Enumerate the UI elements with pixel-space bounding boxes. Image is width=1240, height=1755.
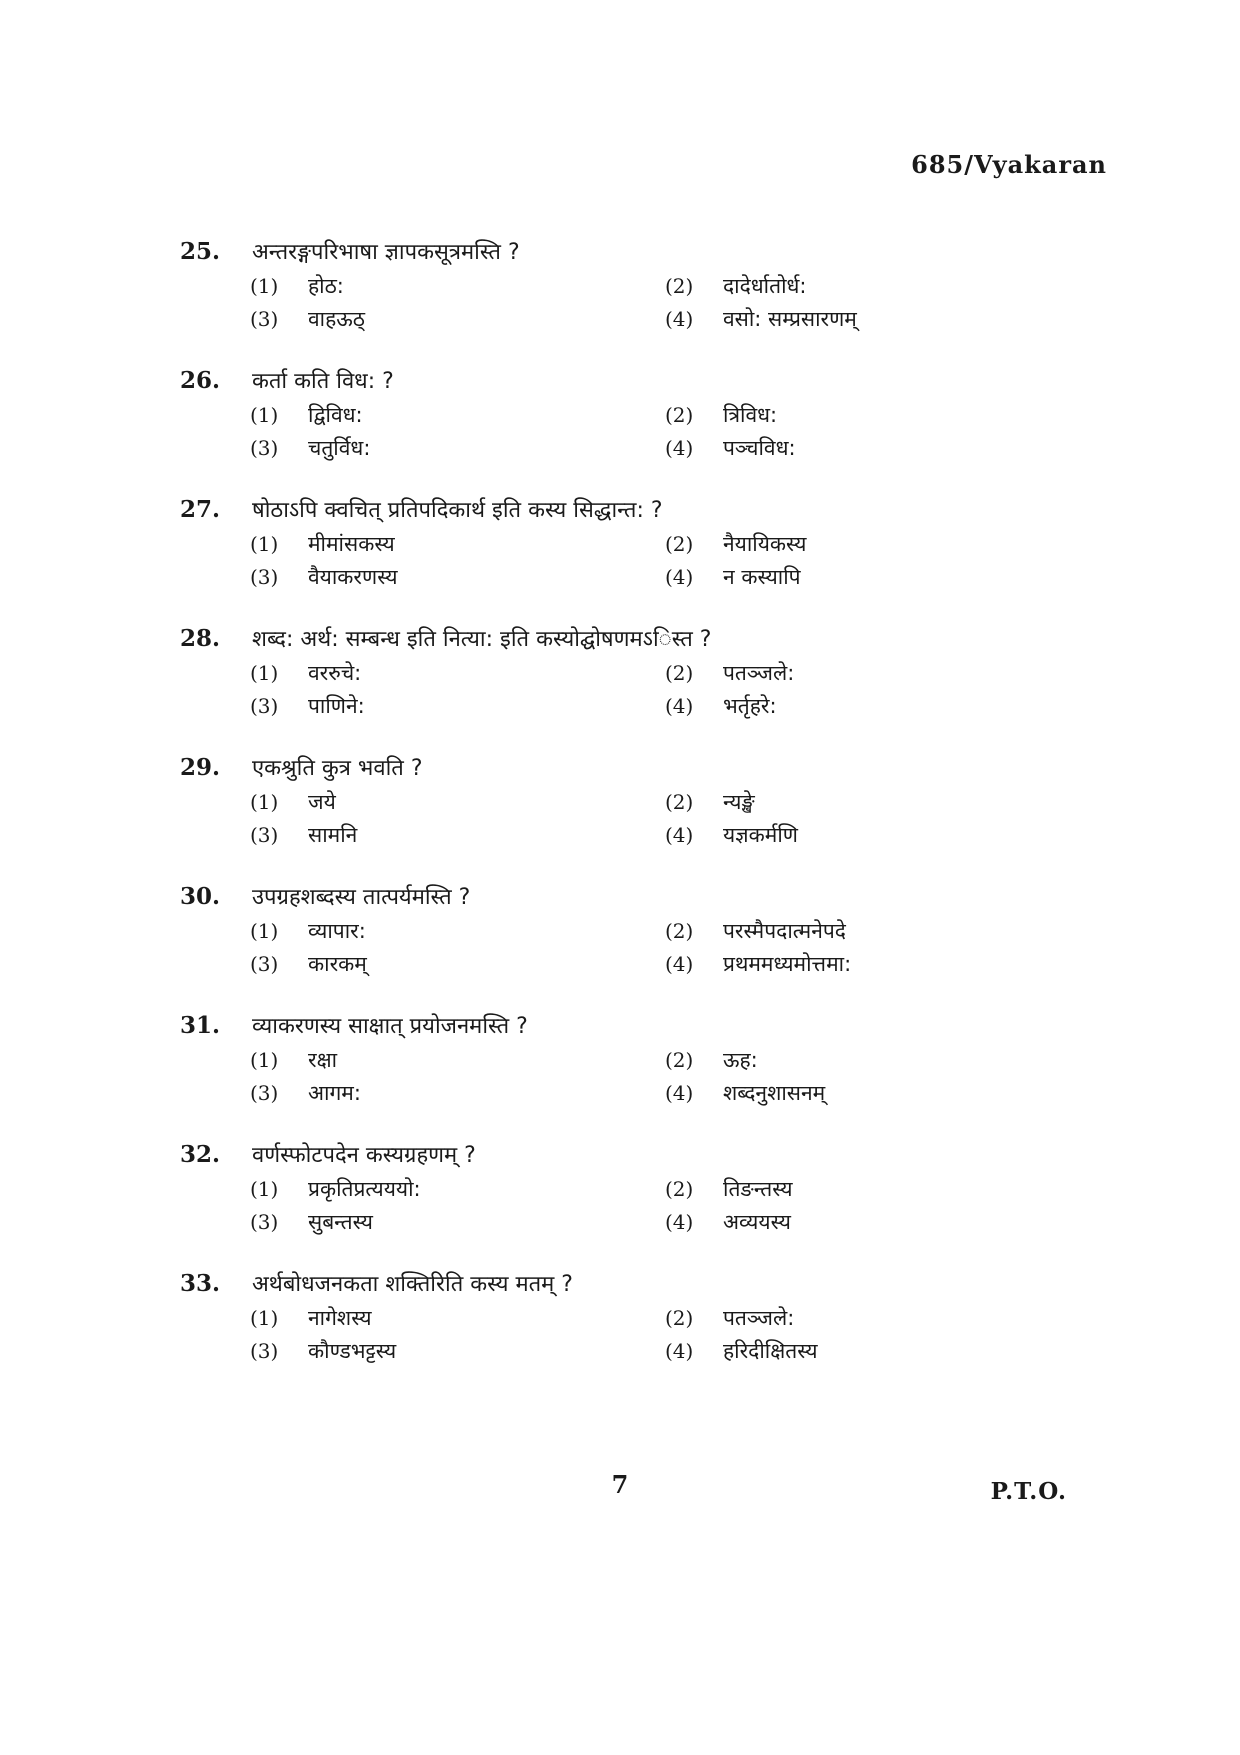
question-line [180, 494, 1040, 530]
question-text: व्याकरणस्य साक्षात् प्रयोजनमस्ति ? [252, 1014, 528, 1039]
question-item [180, 623, 1040, 752]
question-item [180, 1139, 1040, 1268]
page-number: 7 [611, 1470, 629, 1499]
option-text: शब्दनुशासनम् [723, 1081, 826, 1105]
option-text: वैयाकरणस्य [308, 565, 398, 589]
option-item [250, 659, 680, 692]
option-item [250, 530, 680, 563]
option-item [250, 434, 680, 467]
option-item [665, 272, 1110, 305]
option-text: ऊह: [723, 1048, 758, 1072]
option-text: व्यापार: [308, 919, 366, 943]
option-item [250, 305, 680, 338]
option-number: (3) [250, 307, 279, 331]
option-number: (2) [665, 274, 694, 298]
question-item [180, 1268, 1040, 1397]
option-number: (3) [250, 1210, 279, 1234]
question-text: शब्द: अर्थ: सम्बन्ध इति नित्या: इति कस्योद्घोषणमऽिस्त ? [252, 627, 712, 652]
option-number: (3) [250, 1081, 279, 1105]
option-item [665, 401, 1110, 434]
option-text: तिङन्तस्य [723, 1177, 793, 1201]
option-number: (3) [250, 436, 279, 460]
option-text: सामनि [308, 823, 358, 847]
option-text: अव्ययस्य [723, 1210, 791, 1234]
option-number: (4) [665, 823, 694, 847]
option-number: (2) [665, 1306, 694, 1330]
option-text: न कस्यापि [723, 565, 801, 589]
question-text: वर्णस्फोटपदेन कस्यग्रहणम् ? [252, 1143, 476, 1168]
option-text: जये [308, 790, 336, 814]
question-text: उपग्रहशब्दस्य तात्पर्यमस्ति ? [252, 885, 471, 910]
option-number: (4) [665, 694, 694, 718]
option-item [665, 434, 1110, 467]
option-item [665, 530, 1110, 563]
paper-code: 685/Vyakaran [911, 150, 1107, 179]
options-grid [180, 1304, 1040, 1370]
option-text: कारकम् [308, 952, 367, 976]
option-text: न्यङ्खे [723, 790, 755, 814]
option-item [665, 1337, 1110, 1370]
option-number: (1) [250, 532, 279, 556]
option-number: (1) [250, 1048, 279, 1072]
option-item [665, 1208, 1110, 1241]
option-item [250, 1046, 680, 1079]
option-text: द्विविध: [308, 403, 363, 427]
question-number: 29. [180, 754, 221, 781]
option-item [665, 1079, 1110, 1112]
option-text: त्रिविध: [723, 403, 778, 427]
option-text: वररुचे: [308, 661, 362, 685]
options-grid [180, 272, 1040, 338]
option-item [250, 1304, 680, 1337]
option-text: वाहऊठ् [308, 307, 365, 331]
option-text: यज्ञकर्मणि [723, 823, 798, 847]
question-line [180, 1139, 1040, 1175]
option-number: (1) [250, 1177, 279, 1201]
option-item [665, 659, 1110, 692]
option-item [665, 1175, 1110, 1208]
question-text: अन्तरङ्गपरिभाषा ज्ञापकसूत्रमस्ति ? [252, 240, 520, 265]
question-number: 32. [180, 1141, 221, 1168]
question-list [180, 236, 1040, 1397]
option-text: रक्षा [308, 1048, 338, 1072]
question-item [180, 236, 1040, 365]
options-grid [180, 1175, 1040, 1241]
option-item [665, 788, 1110, 821]
pto-label: P.T.O. [990, 1478, 1067, 1505]
option-number: (2) [665, 790, 694, 814]
option-text: सुबन्तस्य [308, 1210, 373, 1234]
option-number: (3) [250, 952, 279, 976]
option-text: कौण्डभट्टस्य [308, 1339, 397, 1363]
question-item [180, 494, 1040, 623]
question-line [180, 1010, 1040, 1046]
option-item [250, 272, 680, 305]
question-line [180, 881, 1040, 917]
question-line [180, 623, 1040, 659]
question-number: 26. [180, 367, 221, 394]
option-item [250, 401, 680, 434]
option-text: आगम: [308, 1081, 361, 1105]
options-grid [180, 788, 1040, 854]
option-number: (2) [665, 919, 694, 943]
option-number: (3) [250, 1339, 279, 1363]
option-item [665, 692, 1110, 725]
option-number: (1) [250, 919, 279, 943]
option-text: हरिदीक्षितस्य [723, 1339, 818, 1363]
question-text: अर्थबोधजनकता शक्तिरिति कस्य मतम् ? [252, 1272, 573, 1297]
question-item [180, 365, 1040, 494]
option-item [250, 1337, 680, 1370]
option-item [665, 821, 1110, 854]
option-number: (3) [250, 694, 279, 718]
option-item [250, 692, 680, 725]
option-number: (2) [665, 1048, 694, 1072]
question-number: 33. [180, 1270, 221, 1297]
option-item [665, 917, 1110, 950]
option-number: (1) [250, 1306, 279, 1330]
question-number: 31. [180, 1012, 221, 1039]
question-number: 27. [180, 496, 221, 523]
option-item [665, 950, 1110, 983]
question-item [180, 752, 1040, 881]
option-number: (2) [665, 403, 694, 427]
option-text: प्रकृतिप्रत्यययो: [308, 1177, 421, 1201]
question-number: 25. [180, 238, 221, 265]
option-number: (3) [250, 565, 279, 589]
option-number: (4) [665, 1081, 694, 1105]
option-text: मीमांसकस्य [308, 532, 395, 556]
option-item [250, 788, 680, 821]
option-number: (3) [250, 823, 279, 847]
question-number: 28. [180, 625, 221, 652]
question-item [180, 881, 1040, 1010]
option-number: (4) [665, 436, 694, 460]
option-text: नागेशस्य [308, 1306, 372, 1330]
option-number: (4) [665, 1339, 694, 1363]
option-text: पञ्चविध: [723, 436, 796, 460]
option-text: चतुर्विध: [308, 436, 371, 460]
option-number: (1) [250, 403, 279, 427]
option-text: पतञ्जले: [723, 661, 795, 685]
option-item [250, 821, 680, 854]
question-line [180, 752, 1040, 788]
option-text: पतञ्जले: [723, 1306, 795, 1330]
question-number: 30. [180, 883, 221, 910]
option-number: (4) [665, 307, 694, 331]
option-item [250, 917, 680, 950]
question-text: एकश्रुति कुत्र भवति ? [252, 756, 423, 781]
option-item [250, 563, 680, 596]
question-text: षोठाऽपि क्वचित् प्रतिपदिकार्थ इति कस्य सिद्धान्त: ? [252, 498, 663, 523]
question-item [180, 1010, 1040, 1139]
option-text: भर्तृहरे: [723, 694, 777, 718]
option-number: (2) [665, 532, 694, 556]
options-grid [180, 917, 1040, 983]
option-text: पाणिने: [308, 694, 365, 718]
option-number: (4) [665, 565, 694, 589]
option-text: परस्मैपदात्मनेपदे [723, 919, 846, 943]
question-line [180, 236, 1040, 272]
option-number: (4) [665, 952, 694, 976]
question-line [180, 1268, 1040, 1304]
option-number: (4) [665, 1210, 694, 1234]
option-number: (2) [665, 1177, 694, 1201]
question-text: कर्ता कति विध: ? [252, 369, 394, 394]
option-item [250, 950, 680, 983]
option-item [665, 305, 1110, 338]
option-item [665, 1304, 1110, 1337]
options-grid [180, 530, 1040, 596]
question-line [180, 365, 1040, 401]
option-item [250, 1175, 680, 1208]
options-grid [180, 1046, 1040, 1112]
options-grid [180, 401, 1040, 467]
option-text: नैयायिकस्य [723, 532, 807, 556]
option-text: प्रथममध्यमोत्तमा: [723, 952, 852, 976]
option-text: होठ: [308, 274, 344, 298]
option-number: (1) [250, 274, 279, 298]
option-text: दादेर्धातोर्ध: [723, 274, 807, 298]
option-number: (1) [250, 790, 279, 814]
option-item [250, 1079, 680, 1112]
option-item [665, 1046, 1110, 1079]
option-item [250, 1208, 680, 1241]
options-grid [180, 659, 1040, 725]
option-item [665, 563, 1110, 596]
option-text: वसो: सम्प्रसारणम् [723, 307, 857, 331]
option-number: (2) [665, 661, 694, 685]
option-number: (1) [250, 661, 279, 685]
